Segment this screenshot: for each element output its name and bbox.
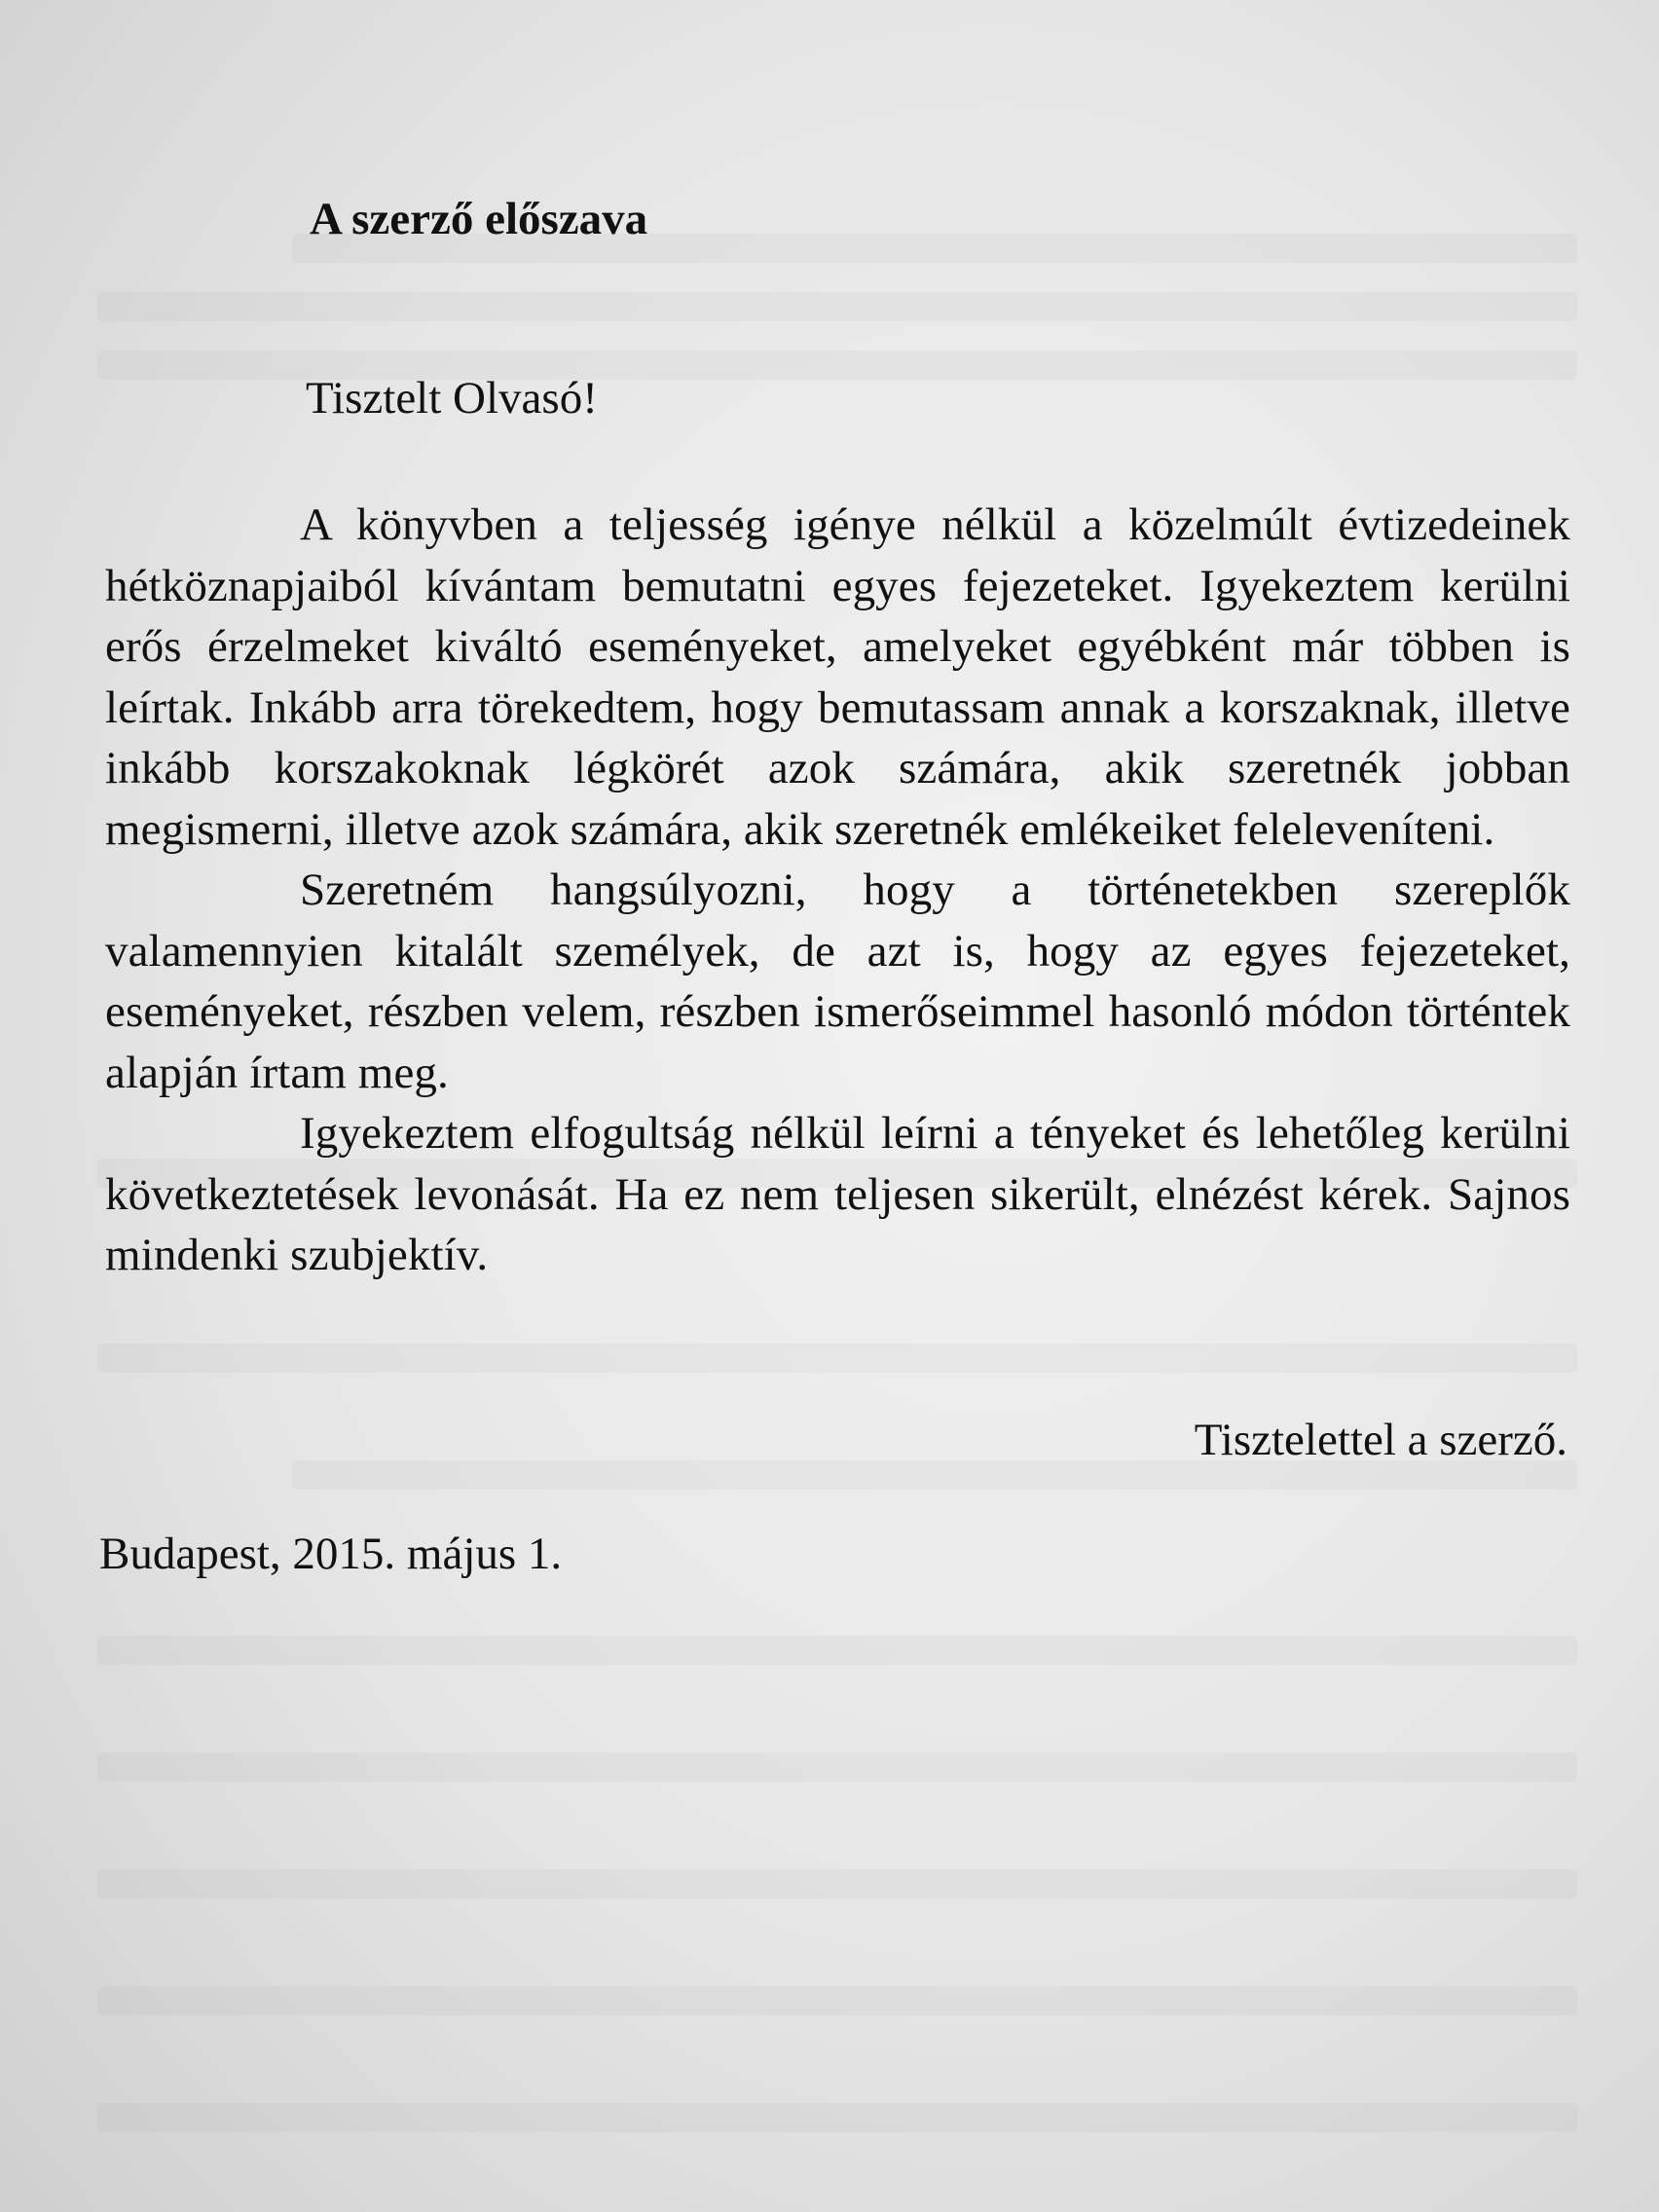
paragraph-2: Szeretném hangsúlyozni, hogy a történetekben szereplők valamennyien kitalált személyek, de azt is, hogy az egyes fejezeteket, eseményeket, részben velem, részben ismerőseimmel hasonló módon történtek alapján írtam meg.	[105, 865, 1570, 1098]
salutation: Tisztelt Olvasó!	[306, 373, 598, 424]
page-title: A szerző előszava	[310, 194, 648, 244]
body-text	[105, 495, 1570, 1286]
closing-signature: Tisztelettel a szerző.	[1194, 1415, 1567, 1465]
place-date: Budapest, 2015. május 1.	[99, 1529, 563, 1579]
paragraph-3: Igyekeztem elfogultság nélkül leírni a tényeket és lehetőleg kerülni következtetések levonását. Ha ez nem teljesen sikerült, elnézést kérek. Sajnos mindenki szubjektív.	[105, 1108, 1570, 1280]
paragraph-1: A könyvben a teljesség igénye nélkül a közelmúlt évtizedeinek hétköznapjaiból kívántam bemutatni egyes fejezeteket. Igyekeztem kerülni erős érzelmeket kiváltó eseményeket, amelyeket egyébként már többen is leírtak. Inkább arra törekedtem, hogy bemutassam annak a korszaknak, illetve inkább korszakoknak légkörét azok számára, akik szeretnék jobban megismerni, illetve azok számára, akik szeretnék emlékeiket feleleveníteni.	[105, 499, 1570, 855]
